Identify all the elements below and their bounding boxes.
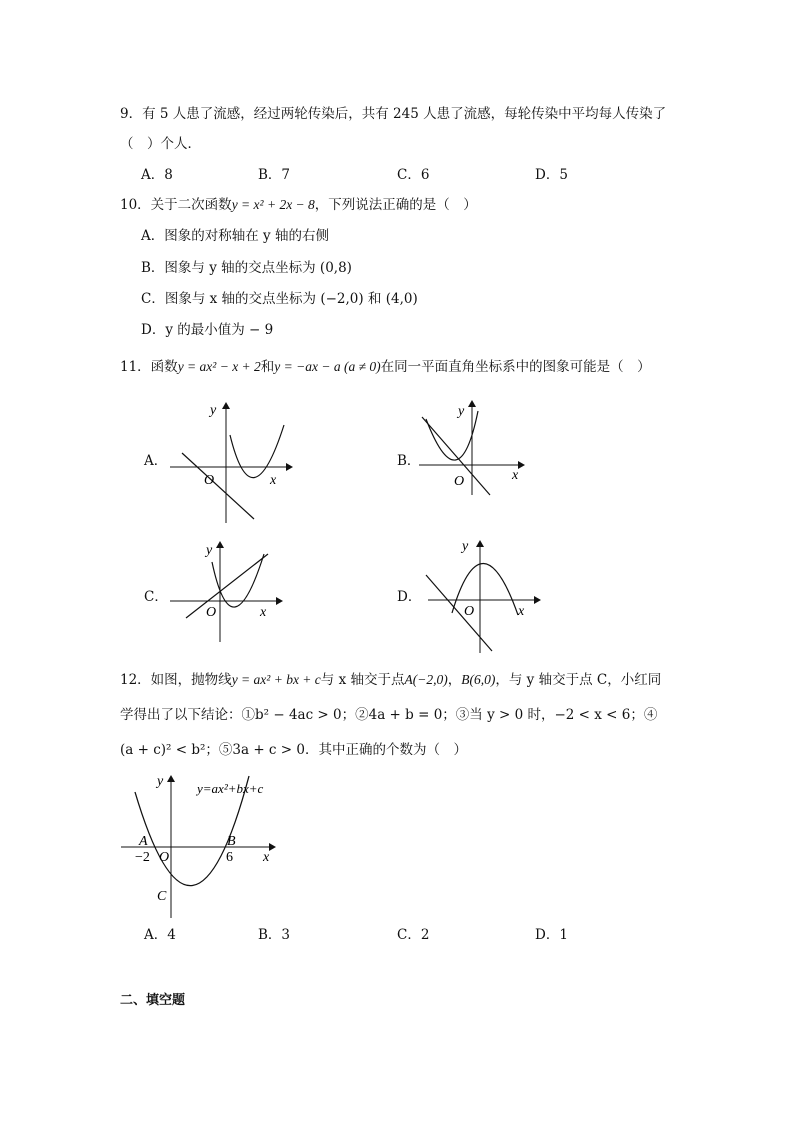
- x-label: x: [270, 473, 277, 488]
- q11-graph-a: [160, 395, 300, 534]
- q9-stem-line2: （ ）个人．: [120, 136, 201, 152]
- q11-graph-d-label: D．: [397, 589, 422, 605]
- q11-stem-and: 和: [260, 359, 275, 375]
- x-label: x: [512, 468, 519, 483]
- q10-stem: [120, 195, 477, 215]
- q10-option-a: A．图象的对称轴在 y 轴的右侧: [141, 228, 329, 244]
- origin-label: O: [204, 473, 215, 488]
- parabola: [452, 563, 518, 615]
- q12-stem-a: 12．如图，抛物线: [120, 672, 232, 688]
- point-a-label: A: [139, 834, 148, 849]
- q9-option-c: C．6: [397, 167, 430, 183]
- q12-stem-b: 与 x 轴交于点: [320, 672, 405, 688]
- q12-function: y = ax² + bx + c: [231, 672, 321, 687]
- line: [186, 554, 268, 618]
- q9-option-b: B．7: [258, 167, 291, 183]
- x-label: x: [263, 850, 270, 865]
- q11-stem: [120, 357, 651, 377]
- origin-label: O: [464, 604, 475, 619]
- line: [182, 453, 254, 519]
- q11-graph-a-label: A．: [144, 453, 168, 469]
- q12-point-a: A(−2,0): [404, 672, 448, 687]
- y-label: y: [458, 404, 465, 419]
- q9-option-a: A．8: [141, 167, 173, 183]
- q12-option-c: C．2: [397, 927, 430, 943]
- q10-option-d: D．y 的最小值为 − 9: [141, 322, 274, 338]
- q10-function: y = x² + 2x − 8: [231, 197, 315, 212]
- q11-function-1: y = ax² − x + 2: [177, 359, 261, 374]
- q11-stem-a: 11．函数: [120, 359, 178, 375]
- x-label: x: [260, 605, 267, 620]
- q12-stem-line2: 学得出了以下结论：①b² − 4ac > 0；②4a + b = 0；③当 y > 0 时，−2 < x < 6；④: [120, 707, 658, 723]
- q10-option-c: C．图象与 x 轴的交点坐标为 (−2,0) 和 (4,0): [141, 291, 418, 307]
- origin-label: O: [206, 605, 217, 620]
- parabola: [230, 425, 284, 478]
- q11-stem-b: 在同一平面直角坐标系中的图象可能是（ ）: [380, 359, 651, 375]
- tick-neg2: −2: [135, 850, 150, 865]
- point-c-label: C: [157, 889, 167, 904]
- q12-point-b: B(6,0): [461, 672, 496, 687]
- line: [426, 575, 492, 651]
- origin-label: O: [454, 474, 465, 489]
- origin-label: O: [159, 850, 170, 865]
- parabola: [426, 411, 478, 460]
- q11-function-2: y = −ax − a (a ≠ 0): [274, 359, 381, 374]
- section-2-title: 二、填空题: [120, 993, 186, 1008]
- q12-option-d: D．1: [535, 927, 568, 943]
- q11-graph-c: [162, 536, 292, 650]
- q9-stem-line1: 9．有 5 人患了流感，经过两轮传染后，共有 245 人患了流感，每轮传染中平均每人传染了: [120, 106, 667, 122]
- point-b-label: B: [227, 834, 236, 849]
- q12-stem-c: ，与 y 轴交于点 C，小红同: [495, 672, 662, 688]
- y-label: y: [157, 774, 164, 789]
- q12-option-b: B．3: [258, 927, 291, 943]
- y-label: y: [206, 543, 213, 558]
- q12-stem-line1: 12．如图，抛物线y = ax² + bx + c与 x 轴交于点A(−2,0)，B(6,0)，与 y 轴交于点 C，小红同: [120, 672, 662, 688]
- tick-6: 6: [226, 850, 233, 865]
- q11-graph-c-label: C．: [144, 589, 168, 605]
- q10-option-b: B．图象与 y 轴的交点坐标为 (0,8): [141, 260, 352, 276]
- q12-option-a: A．4: [144, 927, 176, 943]
- q12-stem-line3: (a + c)² < b²；⑤3a + c > 0．其中正确的个数为（ ）: [120, 742, 467, 758]
- curve-label: y=ax²+bx+c: [197, 781, 264, 796]
- q11-graph-b-label: B．: [397, 453, 421, 469]
- q10-stem-a: 10．关于二次函数: [120, 197, 232, 213]
- q11-graph-b: [414, 395, 544, 509]
- q11-graph-d: [420, 535, 545, 664]
- x-label: x: [518, 604, 525, 619]
- q10-stem-b: ，下列说法正确的是（ ）: [314, 197, 477, 213]
- q12-graph: [117, 772, 287, 926]
- y-label: y: [210, 403, 217, 418]
- y-label: y: [462, 539, 469, 554]
- q9-option-d: D．5: [535, 167, 568, 183]
